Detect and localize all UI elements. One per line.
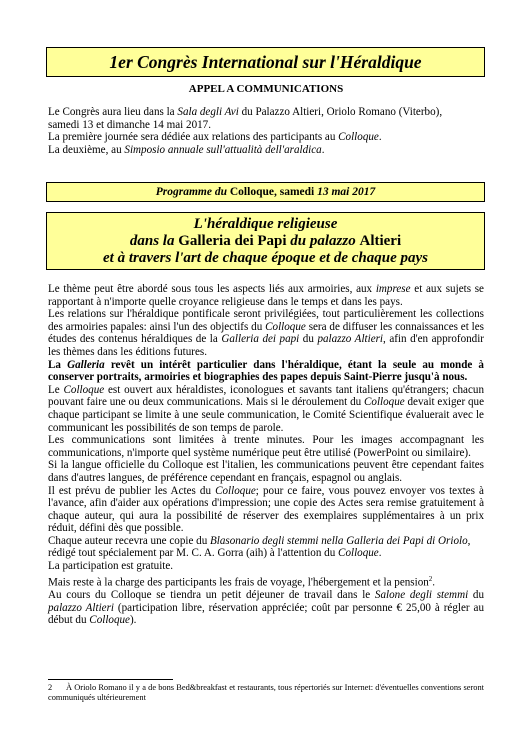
text-run: et aux sujets se rapportant à n'importe quelle croyance religieuse dans le temps et dans les pays. — [48, 283, 484, 308]
text-run: palazzo Altieri — [317, 333, 384, 346]
theme-banner — [46, 212, 485, 270]
paragraph — [48, 573, 484, 589]
text-run: Galleria — [67, 358, 105, 371]
footnote-text: À Oriolo Romano il y a de bons Bed&breakfast et restaurants, tous répertoriés sur Internet: d'éventuelles conventions seront communiqués ultérieurement — [48, 683, 484, 702]
programme-date: 13 mai 2017 — [317, 186, 376, 198]
footnote-separator — [48, 679, 173, 680]
text-run: sera de diffuser les connaissances et les études des contenus héraldiques de la — [48, 320, 484, 346]
theme-altieri: Altieri — [359, 233, 402, 249]
text-run: . — [432, 576, 436, 589]
text-run: Les relations sur l'héraldique pontificale seront privilégiées, tout particulièrement les collections des armoiries papales: ainsi l'un des objectifs du — [48, 308, 484, 333]
theme-text: du palazzo — [286, 233, 360, 249]
text-run: Chaque auteur recevra une copie du — [48, 534, 211, 547]
paragraph — [48, 485, 484, 535]
footnote — [48, 683, 484, 703]
intro-line — [48, 131, 484, 144]
text-run: Colloque — [364, 396, 405, 409]
text-run: revêt un intérêt particulier dans l'héraldique, étant la seule au monde à conserver portraits, armoiries et biographies des papes depuis Saint-Pierre jusqu'à nous. — [48, 358, 484, 384]
intro-section — [48, 106, 484, 156]
intro-text: Le Congrès aura lieu dans la — [48, 106, 178, 118]
intro-text: La deuxième, au — [48, 143, 125, 156]
text-run: Colloque — [215, 484, 256, 497]
intro-line: samedi 13 et dimanche 14 mai 2017. — [48, 118, 211, 131]
text-run: devait exiger que chaque participant se limite à une seule communication, le Comité Scientifique évaluerait avec le communicant les possibilités de son temps de parole. — [48, 396, 484, 434]
congress-title: 1er Congrès International sur l'Héraldique — [109, 52, 422, 72]
intro-colloque: Colloque — [338, 131, 379, 144]
text-run: Salone degli stemmi — [374, 588, 469, 601]
text-run: du — [468, 588, 484, 601]
intro-text: . — [378, 131, 382, 144]
paragraph: La participation est gratuite. — [48, 560, 174, 573]
paragraph — [48, 359, 484, 384]
call-for-papers-heading: APPEL A COMMUNICATIONS — [188, 83, 344, 95]
paragraph: Les communications sont limitées à trente minutes. Pour les images accompagnant les communications, n'importe quel système numérique peut être utilisé (PowerPoint ou similaire). — [48, 434, 484, 459]
text-run: imprese — [375, 283, 411, 295]
text-run: palazzo Altieri — [48, 601, 114, 614]
text-run: . — [378, 547, 382, 560]
text-run: rédigé tout spécialement par M. C. A. Gorra (aih) à l'attention du — [48, 547, 339, 560]
paragraph — [48, 384, 484, 434]
programme-banner — [46, 182, 485, 202]
theme-heading — [47, 213, 484, 267]
text-run: Le — [48, 383, 64, 396]
text-run: Colloque — [338, 547, 379, 560]
intro-text: La première journée sera dédiée aux relations des participants au — [48, 131, 339, 144]
text-run: , — [467, 534, 471, 547]
programme-text: Programme du — [155, 186, 230, 198]
text-run: Mais reste à la charge des participants les frais de voyage, l'hébergement et la pension — [48, 576, 429, 589]
text-run: du — [299, 333, 318, 346]
text-run: Colloque — [63, 383, 105, 396]
footnote-ref: 2 — [428, 574, 433, 583]
theme-galleria: Galleria dei Papi — [178, 233, 287, 249]
intro-text: du Palazzo Altieri, Oriolo Romano (Viterbo), — [238, 106, 443, 118]
text-run: Au cours du Colloque se tiendra un petit déjeuner de travail dans le — [48, 588, 375, 601]
text-run: , afin d'en approfondir les thèmes dans les éditions futures. — [48, 333, 485, 358]
intro-venue: Sala degli Avi — [177, 106, 239, 118]
theme-line: et à travers l'art de chaque époque et de chaque pays — [103, 250, 428, 266]
paragraph — [48, 283, 484, 308]
paragraph — [48, 589, 484, 627]
text-run: est ouvert aux héraldistes, iconologues et savants tant italiens qu'étrangers; chacun pouvant faire une ou deux communications. Mais si le déroulement du — [48, 383, 484, 409]
text-run: ; pour ce faire, vous pouvez envoyer vos textes à l'avance, afin d'aider aux opérations d'impression; une copie des Actes sera remise gratuitement à chaque auteur, qui aura la possibilité de réserver des exemplaires supplémentaires à un prix réduit, défini dès que possible. — [48, 484, 484, 535]
intro-line — [48, 106, 484, 119]
title-banner — [46, 47, 485, 77]
theme-text: dans la — [129, 233, 179, 249]
programme-text: , samedi — [273, 186, 318, 198]
body-text — [48, 283, 484, 627]
theme-line: L'héraldique religieuse — [193, 216, 338, 232]
intro-symposium: Simposio annuale sull'attualità dell'araldica — [124, 143, 322, 156]
text-run: Blasonario degli stemmi nella Galleria dei Papi di Oriolo — [210, 534, 468, 547]
programme-colloque: Colloque — [229, 186, 274, 198]
text-run: (participation libre, réservation appréciée; coût par personne € 25,00 à régler au début du — [48, 601, 485, 627]
intro-line — [48, 144, 484, 157]
text-run: Galleria dei papi — [221, 333, 300, 346]
text-run: Colloque — [89, 614, 130, 627]
theme-line — [47, 233, 484, 250]
text-run: Il est prévu de publier les Actes du — [48, 484, 216, 497]
paragraph — [48, 535, 484, 560]
footnote-number: 2 — [48, 683, 53, 692]
text-run: La — [48, 358, 68, 371]
paragraph: Si la langue officielle du Colloque est l'italien, les communications peuvent être cependant faites dans d'autres langues, de préférence cependant en français, espagnol ou anglais. — [48, 459, 484, 484]
text-run: Le thème peut être abordé sous tous les aspects liés aux armoiries, aux — [48, 283, 376, 295]
paragraph — [48, 308, 484, 358]
intro-text: . — [321, 143, 325, 156]
text-run: Colloque — [265, 320, 306, 333]
programme-heading — [47, 183, 484, 201]
text-run: ). — [129, 614, 137, 627]
